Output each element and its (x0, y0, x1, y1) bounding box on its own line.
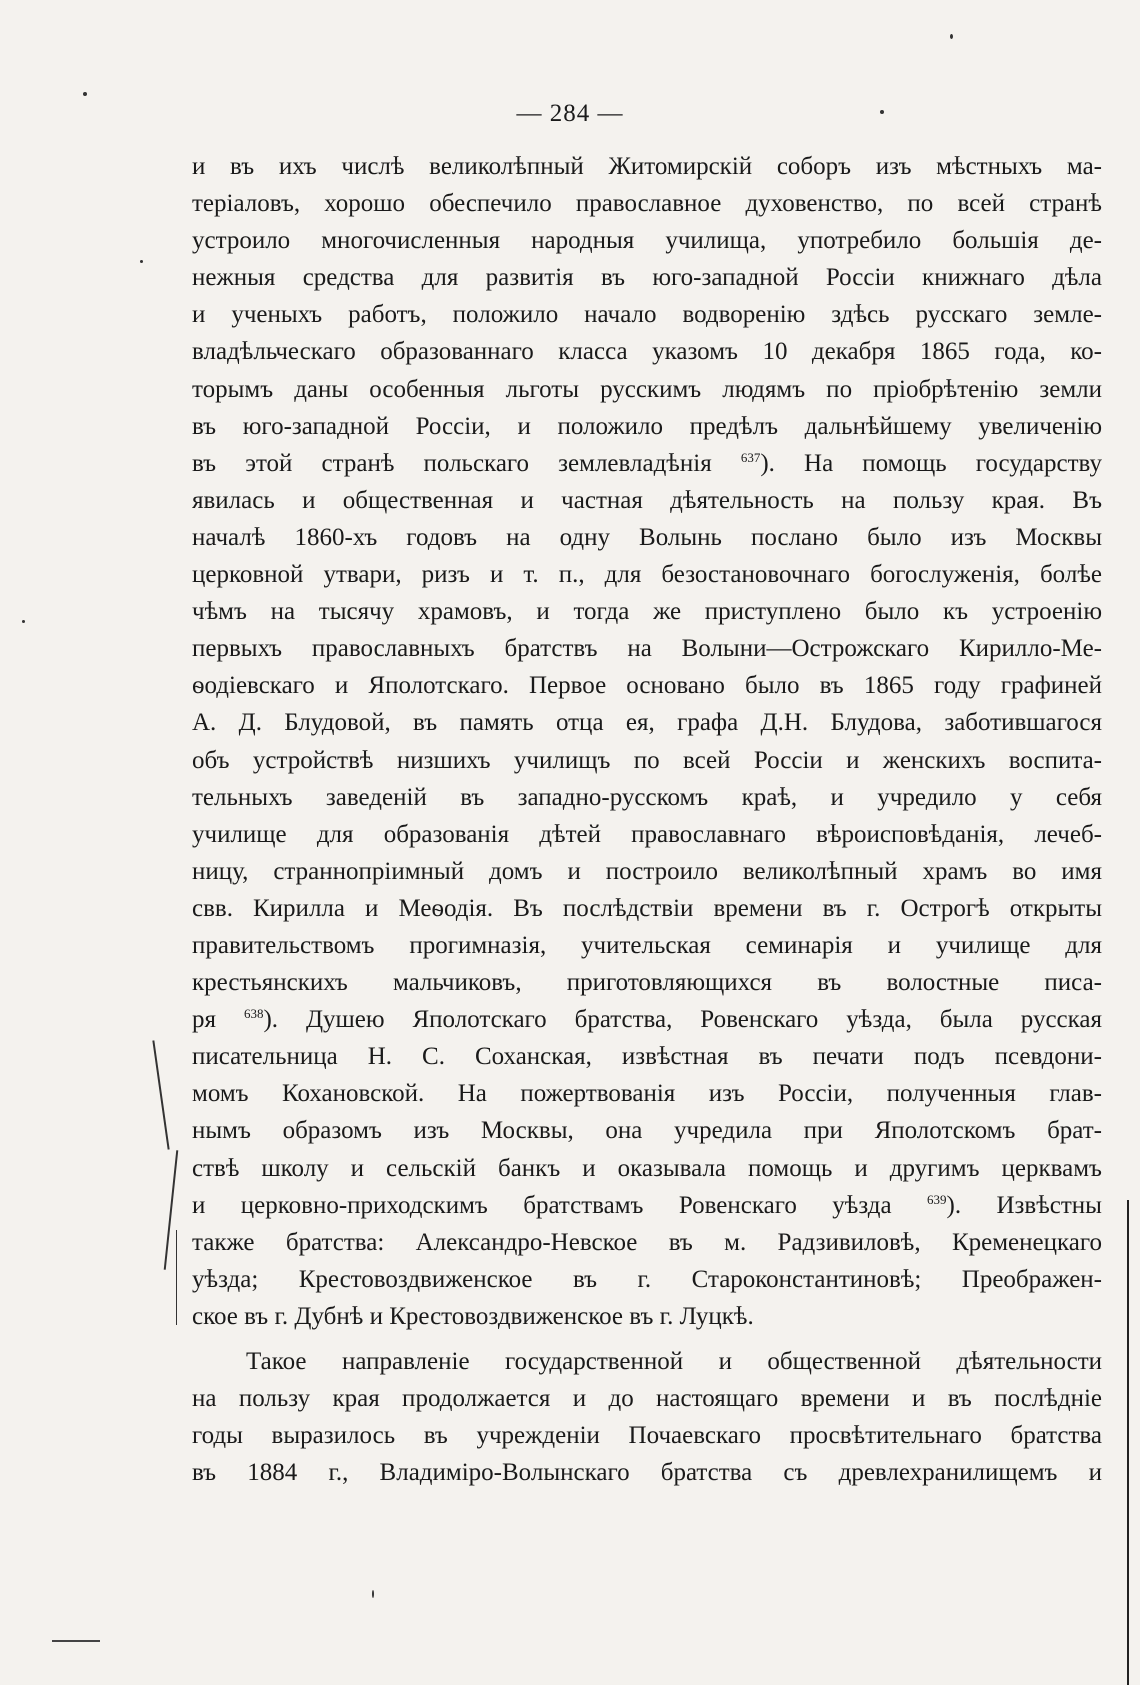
scan-speck (140, 260, 143, 263)
scan-speck (372, 1590, 374, 1598)
text-line: въ 1884 г., Владиміро-Волынскаго братства съ древлехранилищемъ и (192, 1459, 1102, 1487)
text-line: явилась и общественная и частная дѣятельность на пользу края. Въ (192, 486, 1102, 514)
text-line: нымъ образомъ изъ Москвы, она учредила при Яполотскомъ брат- (192, 1117, 1102, 1145)
text-line (192, 445, 1102, 482)
text-line: устроило многочисленныя народныя училища, употребило большія де- (192, 227, 1102, 255)
text-line: чѣмъ на тысячу храмовъ, и тогда же приступлено было къ устроенію (192, 598, 1102, 626)
text-segment: ). Извѣстны (946, 1191, 1102, 1219)
text-segment: ря (192, 1006, 216, 1034)
text-line: и въ ихъ числѣ великолѣпный Житомирскій соборъ изъ мѣстныхъ ма- (192, 153, 1102, 180)
binding-edge-line (1127, 1200, 1129, 1685)
text-line: свв. Кирилла и Меѳодія. Въ послѣдствіи времени въ г. Острогѣ открыты (192, 894, 1102, 922)
page-number: — 284 — (516, 100, 624, 127)
text-line: торымъ даны особенныя льготы русскимъ людямъ по пріобрѣтенію земли (192, 375, 1102, 403)
scan-speck (83, 92, 87, 96)
footnote-ref-639: 639 (927, 1191, 947, 1207)
footnote-ref-637: 637 (740, 449, 761, 465)
text-segment: и церковно-приходскимъ братствамъ Ровенскаго уѣзда (192, 1191, 892, 1219)
text-line: владѣльческаго образованнаго класса указомъ 10 декабря 1865 года, ко- (192, 338, 1102, 366)
margin-pencil-mark (176, 1230, 177, 1325)
paragraph-gap (192, 1335, 1102, 1343)
scan-dash-mark (52, 1640, 100, 1642)
text-line: училище для образованія дѣтей православнаго вѣроисповѣданія, лечеб- (192, 820, 1102, 848)
text-line: А. Д. Блудовой, въ память отца ея, графа Д.Н. Блудова, заботившагося (192, 709, 1102, 737)
scan-speck (22, 620, 25, 623)
text-line: ствѣ школу и сельскій банкъ и оказывала помощь и другимъ церквамъ (192, 1154, 1102, 1182)
text-line: на пользу края продолжается и до настоящаго времени и въ послѣдніе (192, 1385, 1102, 1413)
text-segment: ). На помощь государству (760, 449, 1103, 477)
text-line: въ юго-западной Россіи, и положило предѣлъ дальнѣйшему увеличенію (192, 412, 1102, 440)
text-line: годы выразилось въ учрежденіи Почаевскаго просвѣтительнаго братства (192, 1422, 1102, 1450)
text-line: ницу, страннопріимный домъ и построило великолѣпный храмъ во имя (192, 857, 1102, 885)
text-line: тельныхъ заведеній въ западно-русскомъ краѣ, и учредило у себя (192, 783, 1102, 811)
text-line: первыхъ православныхъ братствъ на Волыни—Острожскаго Кирилло-Ме- (192, 635, 1102, 663)
margin-pencil-mark (152, 1040, 169, 1149)
text-line: писательница Н. С. Соханская, извѣстная въ печати подъ псевдони- (192, 1043, 1102, 1071)
text-line: правительствомъ прогимназія, учительская семинарія и училище для (192, 931, 1102, 959)
text-line: нежныя средства для развитія въ юго-западной Россіи книжнаго дѣла (192, 264, 1102, 292)
text-line: момъ Кохановской. На пожертвованія изъ Россіи, полученныя глав- (192, 1080, 1102, 1108)
text-line: Такое направленіе государственной и общественной дѣятельности (246, 1348, 1102, 1375)
scan-speck (950, 34, 953, 39)
text-line: уѣзда; Крестовоздвиженское въ г. Староконстантиновѣ; Преображен- (192, 1265, 1102, 1293)
text-line (192, 1001, 1102, 1038)
text-line: объ устройствѣ низшихъ училищъ по всей Россіи и женскихъ воспита- (192, 746, 1102, 774)
text-line: также братства: Александро-Невское въ м. Радзивиловѣ, Кременецкаго (192, 1228, 1102, 1256)
footnote-ref-638: 638 (243, 1006, 264, 1022)
text-line: началѣ 1860-хъ годовъ на одну Волынь послано было изъ Москвы (192, 523, 1102, 551)
text-line: ѳодіевскаго и Яполотскаго. Первое основано было въ 1865 году графиней (192, 672, 1102, 700)
text-line: крестьянскихъ мальчиковъ, приготовляющихся въ волостные писа- (192, 969, 1102, 997)
text-line: церковной утвари, ризъ и т. п., для безостановочнаго богослуженія, болѣе (192, 561, 1102, 589)
scan-speck (880, 110, 884, 114)
body-text (192, 148, 1102, 1491)
text-line: и ученыхъ работъ, положило начало водворенію здѣсь русскаго земле- (192, 301, 1102, 329)
text-line: теріаловъ, хорошо обеспечило православное духовенство, по всей странѣ (192, 190, 1102, 218)
text-line (192, 1187, 1102, 1224)
text-segment: въ этой странѣ польскаго землевладѣнія (192, 449, 712, 477)
text-segment: ). Душею Яполотскаго братства, Ровенскаго уѣзда, была русская (263, 1006, 1103, 1034)
text-line: ское въ г. Дубнѣ и Крестовоздвиженское въ г. Луцкѣ. (192, 1302, 754, 1330)
